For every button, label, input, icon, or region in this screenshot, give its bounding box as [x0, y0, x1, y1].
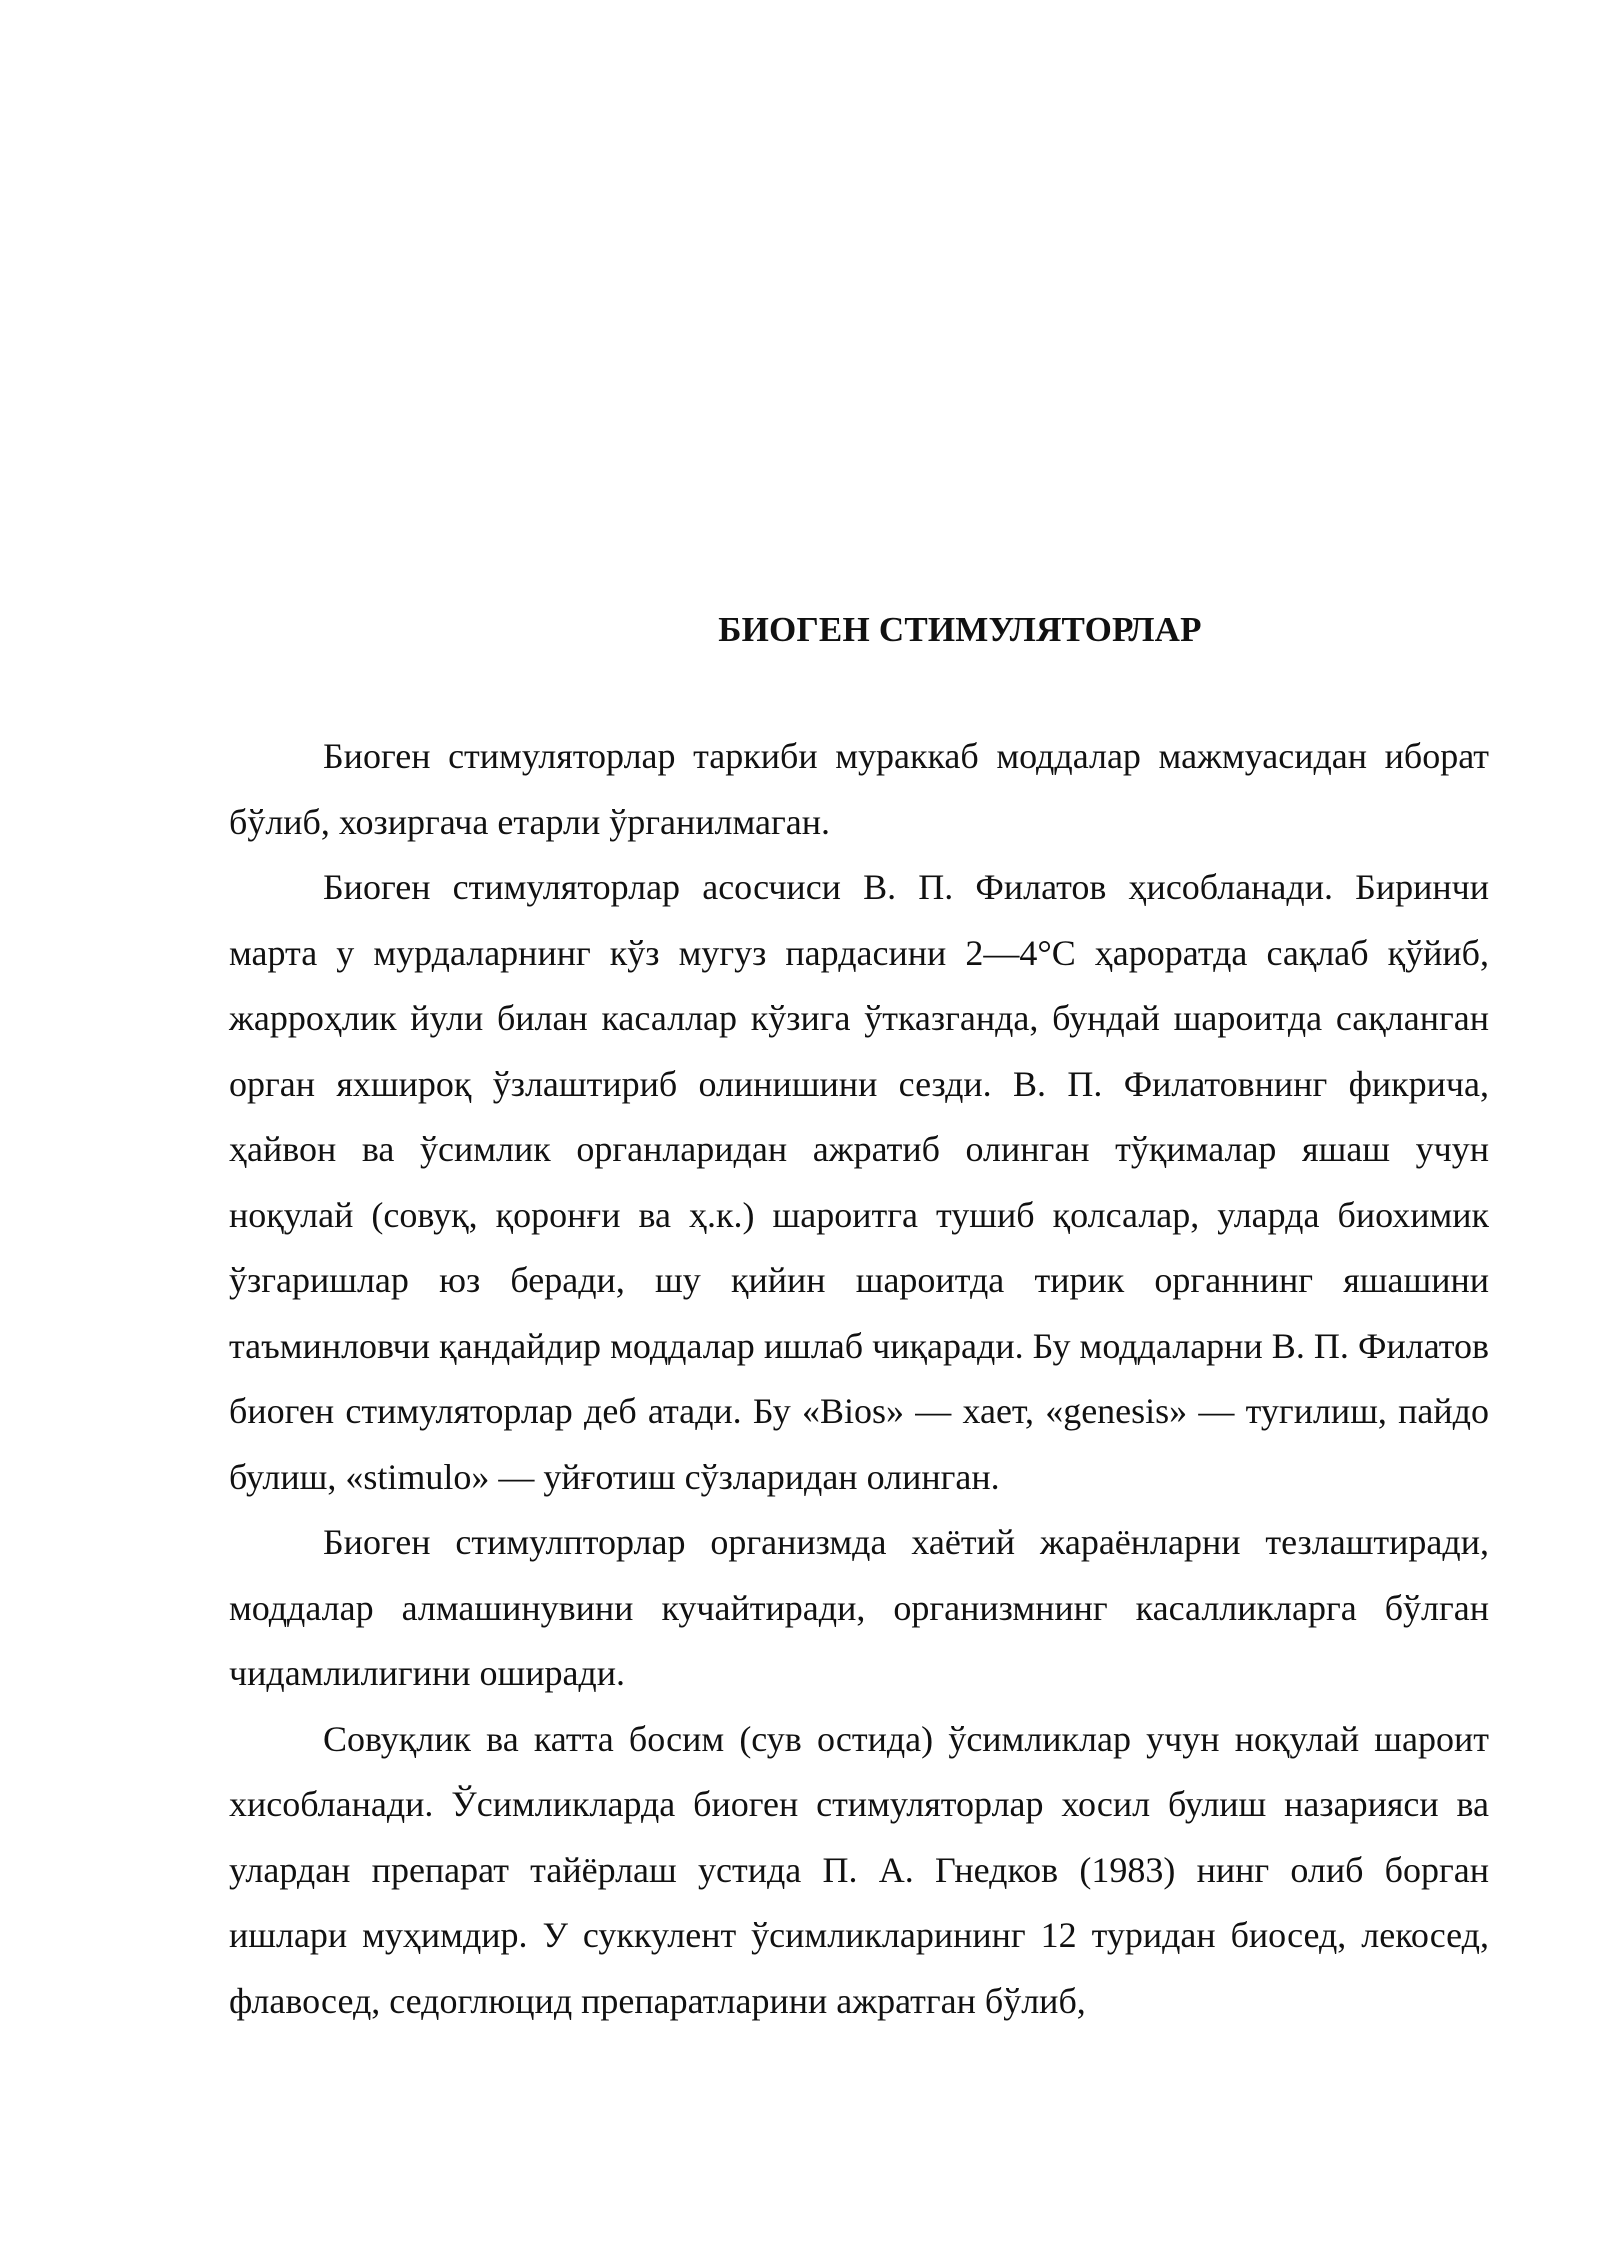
document-body [229, 724, 1489, 2034]
paragraph-2: Биоген стимуляторлар асосчиси В. П. Филатов ҳисобланади. Биринчи марта у мурдаларнинг кўз мугуз пардасини 2—4°С ҳароратда сақлаб қўйиб, жарроҳлик йули билан касаллар кўзига ўтказганда, бундай шароитда сақланган орган яхшироқ ўзлаштириб олинишини сезди. В. П. Филатовнинг фикрича, ҳайвон ва ўсимлик органларидан ажратиб олинган тўқималар яшаш учун ноқулай (совуқ, қоронғи ва ҳ.к.) шароитга тушиб қолсалар, уларда биохимик ўзгаришлар юз беради, шу қийин шароитда тирик органнинг яшашини таъминловчи қандайдир моддалар ишлаб чиқаради. Бу моддаларни В. П. Филатов биоген стимуляторлар деб атади. Бу «Bios» — хает, «genesis» — тугилиш, пайдо булиш, «stimulo» — уйғотиш сўзларидан олинган. [229, 867, 1489, 1497]
paragraph-4: Совуқлик ва катта босим (сув остида) ўсимликлар учун ноқулай шароит хисобланади. Ўсимликларда биоген стимуляторлар хосил булиш назарияси ва улардан препарат тайёрлаш устида П. А. Гнедков (1983) нинг олиб борган ишлари муҳимдир. У суккулент ўсимликларининг 12 туридан биосед, лекосед, флавосед, седоглюцид препаратларини ажратган бўлиб, [229, 1718, 1489, 2021]
paragraph-3: Биоген стимулпторлар организмда хаётий жараёнларни тезлаштиради, моддалар алмашинувини кучайтиради, организмнинг касалликларга бўлган чидамлилигини оширади. [229, 1522, 1489, 1693]
page-title: БИОГЕН СТИМУЛЯТОРЛАР [718, 610, 1202, 649]
paragraph-1: Биоген стимуляторлар таркиби мураккаб моддалар мажмуасидан иборат бўлиб, хозиргача етарли ўрганилмаган. [229, 736, 1489, 842]
